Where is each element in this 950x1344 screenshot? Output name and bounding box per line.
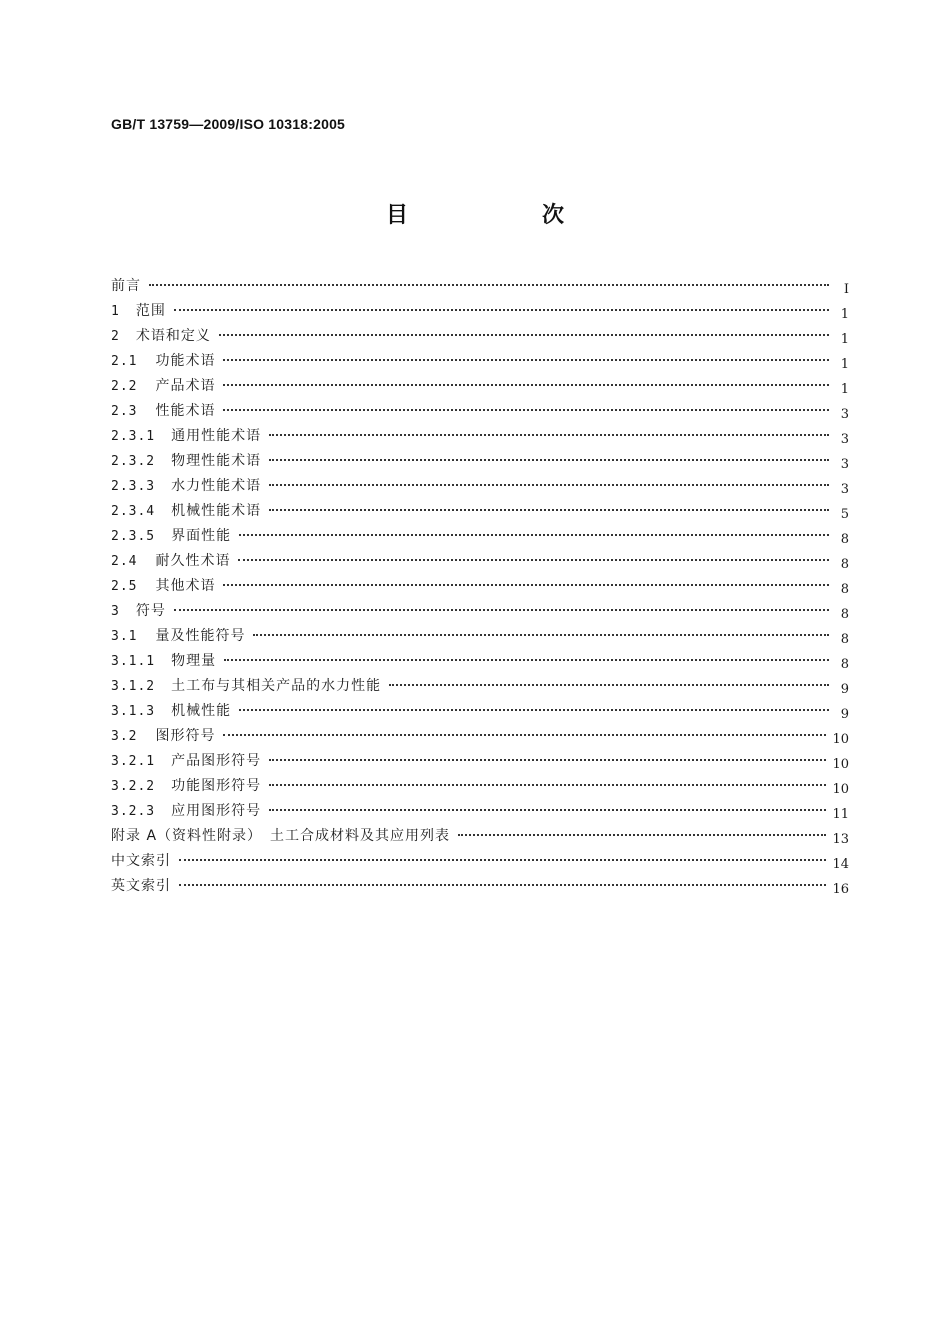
toc-leader: [223, 359, 829, 361]
standard-code: GB/T 13759—2009/ISO 10318:2005: [111, 116, 346, 132]
toc-entry[interactable]: [111, 474, 849, 499]
toc-leader: [224, 659, 829, 661]
toc-leader: [174, 609, 829, 611]
toc-entry-title: 通用性能术语: [171, 428, 262, 444]
toc-entry[interactable]: [111, 774, 849, 799]
table-of-contents: [111, 274, 849, 899]
toc-entry-page: 1: [840, 332, 849, 347]
toc-entry[interactable]: [111, 674, 849, 699]
toc-entry-page: 1: [840, 357, 849, 372]
toc-entry-page: 8: [840, 632, 849, 647]
toc-entry-page: 11: [832, 807, 849, 822]
toc-entry-number: 2: [111, 329, 120, 344]
toc-entry[interactable]: [111, 324, 849, 349]
toc-entry-page: 8: [840, 557, 849, 572]
toc-entry-number: 2.3.5: [111, 529, 156, 544]
toc-entry[interactable]: [111, 374, 849, 399]
toc-leader: [223, 584, 829, 586]
toc-entry-page: 5: [840, 507, 849, 522]
toc-entry-page: 1: [840, 382, 849, 397]
toc-entry[interactable]: [111, 399, 849, 424]
toc-entry-number: 3.1: [111, 629, 138, 644]
toc-entry-page: 10: [832, 732, 849, 747]
toc-entry-number: 3.1.1: [111, 654, 156, 669]
toc-entry[interactable]: [111, 624, 849, 649]
page-title: 目 次: [385, 203, 620, 228]
toc-entry-page: 3: [840, 432, 849, 447]
toc-leader: [389, 684, 829, 686]
toc-entry[interactable]: [111, 349, 849, 374]
toc-leader: [269, 784, 826, 786]
toc-entry[interactable]: [111, 824, 849, 849]
toc-leader: [238, 559, 829, 561]
toc-entry-page: 14: [832, 857, 849, 872]
toc-leader: [179, 884, 826, 886]
toc-entry-number: 2.1: [111, 354, 138, 369]
toc-leader: [223, 409, 829, 411]
toc-leader: [179, 859, 826, 861]
toc-leader: [269, 484, 829, 486]
toc-entry-number: 3.2.3: [111, 804, 156, 819]
toc-entry-title: 耐久性术语: [155, 553, 231, 569]
toc-leader: [269, 509, 829, 511]
toc-entry[interactable]: [111, 649, 849, 674]
toc-entry[interactable]: [111, 749, 849, 774]
toc-entry-title: 术语和定义: [135, 328, 211, 344]
toc-entry[interactable]: [111, 799, 849, 824]
toc-entry-title: 附录 A（资料性附录） 土工合成材料及其应用列表: [111, 828, 451, 844]
toc-entry-title: 功能术语: [155, 353, 216, 369]
toc-entry-number: 2.4: [111, 554, 138, 569]
toc-entry-title: 机械性能: [171, 703, 232, 719]
toc-entry[interactable]: [111, 299, 849, 324]
toc-entry[interactable]: [111, 499, 849, 524]
toc-leader: [219, 334, 829, 336]
toc-entry-page: 13: [832, 832, 849, 847]
toc-entry-title: 符号: [135, 603, 166, 619]
toc-entry[interactable]: [111, 424, 849, 449]
toc-entry-title: 机械性能术语: [171, 503, 262, 519]
toc-entry-title: 产品术语: [155, 378, 216, 394]
toc-entry-page: 10: [832, 782, 849, 797]
toc-entry-title: 功能图形符号: [171, 778, 262, 794]
toc-leader: [149, 284, 829, 286]
toc-entry-page: 3: [840, 457, 849, 472]
toc-entry-title: 图形符号: [155, 728, 216, 744]
toc-entry-title: 前言: [111, 278, 141, 294]
toc-leader: [239, 709, 829, 711]
toc-entry-number: 3.2.1: [111, 754, 156, 769]
toc-leader: [269, 459, 829, 461]
toc-entry-page: 9: [840, 707, 849, 722]
toc-leader: [269, 759, 826, 761]
toc-entry[interactable]: [111, 274, 849, 299]
toc-entry-page: 16: [832, 882, 849, 897]
toc-entry-number: 2.3.1: [111, 429, 156, 444]
toc-entry[interactable]: [111, 549, 849, 574]
toc-entry-number: 2.3.2: [111, 454, 156, 469]
toc-entry-number: 1: [111, 304, 120, 319]
toc-entry-title: 物理性能术语: [171, 453, 262, 469]
toc-entry-page: I: [843, 282, 849, 297]
toc-leader: [223, 734, 826, 736]
toc-entry[interactable]: [111, 699, 849, 724]
toc-entry[interactable]: [111, 449, 849, 474]
toc-entry[interactable]: [111, 874, 849, 899]
toc-entry-title: 应用图形符号: [171, 803, 262, 819]
toc-entry-page: 8: [840, 607, 849, 622]
toc-entry-number: 2.3.4: [111, 504, 156, 519]
toc-entry-page: 8: [840, 582, 849, 597]
toc-entry-number: 2.3.3: [111, 479, 156, 494]
toc-entry-number: 3.2.2: [111, 779, 156, 794]
toc-entry-page: 9: [840, 682, 849, 697]
toc-entry-page: 3: [840, 482, 849, 497]
toc-entry-number: 3.1.3: [111, 704, 156, 719]
toc-leader: [223, 384, 829, 386]
toc-entry[interactable]: [111, 724, 849, 749]
toc-entry[interactable]: [111, 524, 849, 549]
toc-entry[interactable]: [111, 599, 849, 624]
toc-leader: [239, 534, 829, 536]
toc-leader: [269, 434, 829, 436]
toc-entry-page: 1: [840, 307, 849, 322]
toc-entry-title: 产品图形符号: [171, 753, 262, 769]
toc-entry-page: 8: [840, 532, 849, 547]
toc-entry-page: 3: [840, 407, 849, 422]
toc-entry-number: 3: [111, 604, 120, 619]
toc-entry-page: 10: [832, 757, 849, 772]
toc-entry-title: 范围: [135, 303, 166, 319]
toc-entry-number: 3.2: [111, 729, 138, 744]
toc-entry-title: 量及性能符号: [155, 628, 246, 644]
toc-entry[interactable]: [111, 849, 849, 874]
toc-leader: [269, 809, 826, 811]
toc-entry-number: 2.2: [111, 379, 138, 394]
toc-entry[interactable]: [111, 574, 849, 599]
toc-entry-title: 中文索引: [111, 853, 171, 869]
toc-entry-number: 3.1.2: [111, 679, 156, 694]
toc-entry-title: 界面性能: [171, 528, 232, 544]
toc-leader: [174, 309, 829, 311]
toc-entry-title: 性能术语: [155, 403, 216, 419]
toc-entry-title: 物理量: [171, 653, 217, 669]
toc-entry-title: 水力性能术语: [171, 478, 262, 494]
toc-entry-title: 土工布与其相关产品的水力性能: [171, 678, 382, 694]
toc-leader: [253, 634, 829, 636]
toc-leader: [458, 834, 826, 836]
toc-entry-number: 2.3: [111, 404, 138, 419]
toc-entry-title: 英文索引: [111, 878, 171, 894]
toc-entry-page: 8: [840, 657, 849, 672]
toc-entry-number: 2.5: [111, 579, 138, 594]
toc-entry-title: 其他术语: [155, 578, 216, 594]
